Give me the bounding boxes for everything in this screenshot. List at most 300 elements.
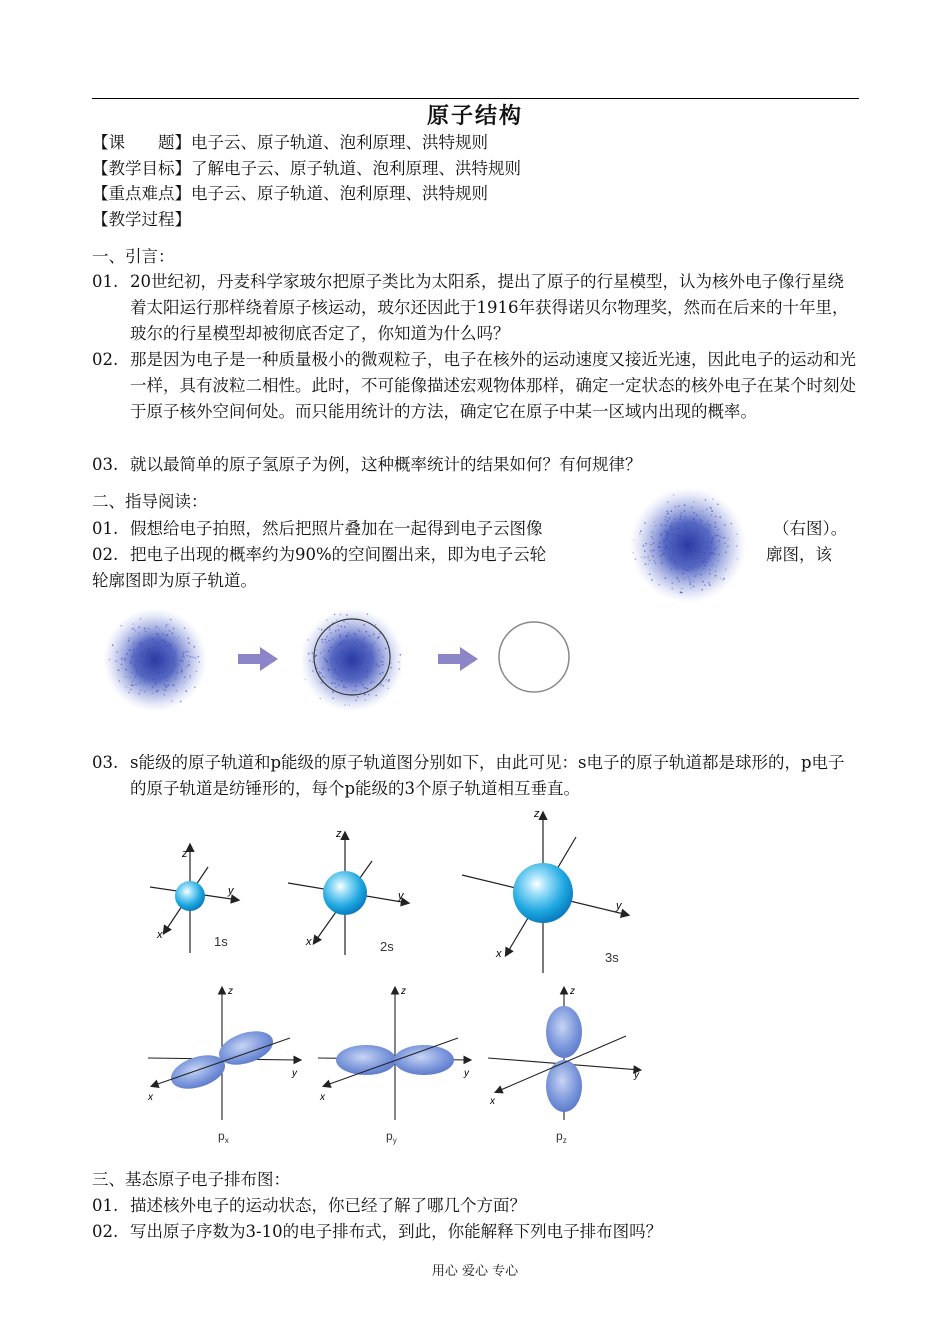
cloud-dot bbox=[323, 650, 325, 652]
cloud-dot bbox=[334, 682, 336, 684]
cloud-dot bbox=[710, 508, 712, 510]
cloud-dot bbox=[650, 544, 652, 546]
cloud-dot bbox=[309, 660, 311, 662]
cloud-dot bbox=[671, 528, 673, 530]
p-orbitals-figure bbox=[140, 980, 650, 1150]
cloud-dot bbox=[133, 642, 135, 644]
cloud-dot bbox=[312, 661, 314, 663]
cloud-dot bbox=[330, 658, 332, 660]
section3-item-2-text: 写出原子序数为3-10的电子排布式，到此，你能解释下列电子排布图吗？ bbox=[130, 1222, 663, 1241]
cloud-dot bbox=[647, 556, 649, 558]
cloud-dot bbox=[719, 544, 721, 546]
cloud-dot bbox=[673, 552, 675, 554]
cloud-dot bbox=[665, 516, 667, 518]
cloud-dot bbox=[691, 549, 693, 551]
cloud-dot bbox=[355, 633, 357, 635]
cloud-dot bbox=[161, 656, 163, 658]
cloud-dot bbox=[332, 638, 334, 640]
cloud-dot bbox=[333, 672, 335, 674]
cloud-dot bbox=[666, 532, 668, 534]
cloud-dot bbox=[125, 676, 127, 678]
cloud-dot bbox=[649, 573, 651, 575]
cloud-dot bbox=[688, 577, 690, 579]
y-axis-label: y bbox=[228, 885, 234, 897]
cloud-dot bbox=[660, 533, 662, 535]
cloud-dot bbox=[701, 589, 703, 591]
cloud-dot bbox=[352, 649, 354, 651]
cloud-dot bbox=[683, 547, 685, 549]
cloud-dot bbox=[169, 644, 171, 646]
cloud-dot bbox=[149, 658, 151, 660]
cloud-dot bbox=[343, 686, 345, 688]
cloud-dot bbox=[321, 639, 323, 641]
cloud-dot bbox=[712, 498, 714, 500]
item-text: 那是因为电子是一种质量极小的微观粒子，电子在核外的运动速度又接近光速，因此电子的运动和光一样，具有波粒二相性。此时，不可能像描述宏观物体那样，确定一定状态的核外电子在某个时刻处于原子核外空间何处。而只能用统计的方法，确定它在原子中某一区域内出现的概率。 bbox=[130, 350, 856, 421]
cloud-dot bbox=[161, 660, 163, 662]
cloud-dot bbox=[334, 678, 336, 680]
cloud-dot bbox=[668, 518, 670, 520]
cloud-dot bbox=[352, 677, 354, 679]
cloud-dot bbox=[142, 655, 144, 657]
cloud-dot bbox=[162, 688, 164, 690]
cloud-dot bbox=[736, 545, 738, 547]
cloud-dot bbox=[684, 578, 686, 580]
cloud-dot bbox=[700, 574, 702, 576]
cloud-dot bbox=[660, 555, 662, 557]
cloud-dot bbox=[183, 657, 185, 659]
cloud-dot bbox=[156, 691, 158, 693]
orbital-label-pz: $p_z$ bbox=[556, 1129, 567, 1145]
cloud-dot bbox=[364, 646, 366, 648]
item-number: 03. bbox=[92, 455, 119, 474]
cloud-dot bbox=[373, 633, 375, 635]
cloud-dot bbox=[347, 622, 349, 624]
cloud-dot bbox=[365, 668, 367, 670]
item-number: 02. bbox=[92, 350, 119, 369]
cloud-dot bbox=[152, 686, 154, 688]
cloud-dot bbox=[124, 660, 126, 662]
orbital-3s bbox=[462, 808, 628, 973]
cloud-dot bbox=[337, 657, 339, 659]
cloud-dot bbox=[196, 671, 198, 673]
cloud-dot bbox=[329, 627, 331, 629]
cloud-dot bbox=[666, 535, 668, 537]
cloud-dot bbox=[188, 661, 190, 663]
cloud-dot bbox=[130, 662, 132, 664]
cloud-dot bbox=[685, 555, 687, 557]
cloud-dot bbox=[715, 549, 717, 551]
cloud-dot bbox=[367, 613, 369, 615]
cloud-dot bbox=[702, 561, 704, 563]
cloud-dot bbox=[158, 628, 160, 630]
y-axis-label: y bbox=[616, 900, 622, 912]
cloud-dot bbox=[192, 657, 194, 659]
cloud-dot bbox=[654, 560, 656, 562]
cloud-dot bbox=[380, 661, 382, 663]
cloud-dot bbox=[343, 640, 345, 642]
cloud-dot bbox=[671, 510, 673, 512]
cloud-dot bbox=[158, 659, 160, 661]
cloud-dot bbox=[129, 649, 131, 651]
cloud-dot bbox=[667, 544, 669, 546]
cloud-dot bbox=[667, 534, 669, 536]
cloud-dot bbox=[697, 573, 699, 575]
cloud-dot bbox=[690, 587, 692, 589]
cloud-dot bbox=[715, 566, 717, 568]
cloud-dot bbox=[132, 684, 134, 686]
electron-cloud bbox=[103, 608, 207, 712]
cloud-dot bbox=[659, 542, 661, 544]
cloud-dot bbox=[677, 535, 679, 537]
cloud-dot bbox=[707, 541, 709, 543]
cloud-dot bbox=[335, 687, 337, 689]
cloud-dot bbox=[715, 526, 717, 528]
cloud-dot bbox=[717, 504, 719, 506]
cloud-dot bbox=[364, 637, 366, 639]
cloud-dot bbox=[112, 644, 114, 646]
cloud-dot bbox=[665, 577, 667, 579]
cloud-dot bbox=[133, 679, 135, 681]
cloud-dot bbox=[715, 522, 717, 524]
cloud-dot bbox=[709, 585, 711, 587]
cloud-dot bbox=[347, 666, 349, 668]
section2-item-2-cont: 轮廓图即为原子轨道。 bbox=[92, 571, 257, 590]
cloud-dot bbox=[684, 545, 686, 547]
cloud-dot bbox=[173, 636, 175, 638]
cloud-dot bbox=[145, 682, 147, 684]
cloud-dot bbox=[175, 664, 177, 666]
cloud-dot bbox=[154, 669, 156, 671]
cloud-dot bbox=[340, 659, 342, 661]
cloud-dot bbox=[684, 549, 686, 551]
orbital-1s bbox=[150, 845, 238, 953]
cloud-dot bbox=[677, 554, 679, 556]
cloud-dot bbox=[661, 559, 663, 561]
cloud-dot bbox=[174, 652, 176, 654]
cloud-dot bbox=[340, 636, 342, 638]
cloud-dot bbox=[186, 651, 188, 653]
cloud-dot bbox=[188, 642, 190, 644]
cloud-dot bbox=[362, 653, 364, 655]
cloud-dot bbox=[172, 670, 174, 672]
cloud-dot bbox=[664, 519, 666, 521]
cloud-dot bbox=[663, 540, 665, 542]
cloud-dot bbox=[348, 675, 350, 677]
cloud-dot bbox=[652, 538, 654, 540]
cloud-dot bbox=[379, 633, 381, 635]
cloud-dot bbox=[678, 505, 680, 507]
cloud-dot bbox=[156, 626, 158, 628]
cloud-dot bbox=[316, 649, 318, 651]
cloud-dot bbox=[682, 573, 684, 575]
cloud-dot bbox=[670, 530, 672, 532]
cloud-dot bbox=[361, 662, 363, 664]
cloud-dot bbox=[131, 681, 133, 683]
cloud-dot bbox=[667, 559, 669, 561]
cloud-dot bbox=[736, 534, 738, 536]
cloud-dot bbox=[175, 678, 177, 680]
orbital-contour bbox=[499, 622, 569, 692]
cloud-dot bbox=[648, 563, 650, 565]
cloud-dot bbox=[341, 651, 343, 653]
topic-line: 【课 题】电子云、原子轨道、泡利原理、洪特规则 bbox=[92, 133, 488, 152]
cloud-dot bbox=[400, 654, 402, 656]
cloud-dot bbox=[145, 631, 147, 633]
cloud-dot bbox=[154, 640, 156, 642]
cloud-dot bbox=[651, 536, 653, 538]
cloud-dot bbox=[158, 672, 160, 674]
cloud-dot bbox=[653, 550, 655, 552]
cloud-dot bbox=[329, 640, 331, 642]
cloud-dot bbox=[328, 669, 330, 671]
cloud-dot bbox=[693, 556, 695, 558]
cloud-dot bbox=[727, 538, 729, 540]
cloud-dot bbox=[344, 671, 346, 673]
cloud-dot bbox=[355, 635, 357, 637]
item-number: 03. bbox=[92, 753, 119, 772]
cloud-dot bbox=[711, 510, 713, 512]
cloud-dot bbox=[366, 676, 368, 678]
cloud-dot bbox=[718, 529, 720, 531]
cloud-dot bbox=[155, 653, 157, 655]
cloud-dot bbox=[679, 548, 681, 550]
cloud-dot bbox=[697, 535, 699, 537]
cloud-dot bbox=[691, 530, 693, 532]
cloud-dot bbox=[719, 517, 721, 519]
orbital-label-1s: 1s bbox=[214, 934, 228, 949]
cloud-dot bbox=[706, 508, 708, 510]
cloud-dot bbox=[120, 625, 122, 627]
cloud-dot bbox=[362, 684, 364, 686]
cloud-dot bbox=[170, 619, 172, 621]
section2-item-1-tail: （右图）。 bbox=[773, 519, 848, 538]
cloud-dot bbox=[353, 633, 355, 635]
cloud-dot bbox=[376, 665, 378, 667]
cloud-dot bbox=[186, 666, 188, 668]
orbital-label-py: $p_y$ bbox=[386, 1129, 397, 1145]
cloud-dot bbox=[360, 662, 362, 664]
cloud-dot bbox=[692, 585, 694, 587]
cloud-dot bbox=[670, 542, 672, 544]
cloud-dot bbox=[184, 627, 186, 629]
cloud-dot bbox=[718, 560, 720, 562]
cloud-dot bbox=[705, 529, 707, 531]
cloud-dot bbox=[379, 673, 381, 675]
cloud-dot bbox=[684, 504, 686, 506]
cloud-dot bbox=[693, 501, 695, 503]
cloud-dot bbox=[669, 549, 671, 551]
cloud-dot bbox=[704, 552, 706, 554]
cloud-dot bbox=[148, 628, 150, 630]
cloud-dot bbox=[157, 643, 159, 645]
cloud-dot bbox=[722, 579, 724, 581]
cloud-dot bbox=[338, 629, 340, 631]
cloud-dot bbox=[632, 552, 634, 554]
cloud-dot bbox=[691, 567, 693, 569]
cloud-dot bbox=[365, 687, 367, 689]
cloud-dot bbox=[137, 661, 139, 663]
cloud-dot bbox=[343, 621, 345, 623]
cloud-dot bbox=[139, 655, 141, 657]
cloud-dot bbox=[150, 652, 152, 654]
cloud-dot bbox=[388, 680, 390, 682]
section3-item-1-text: 描述核外电子的运动状态，你已经了解了哪几个方面？ bbox=[130, 1196, 526, 1215]
arrow-icon bbox=[438, 647, 478, 671]
cloud-dot bbox=[385, 648, 387, 650]
cloud-dot bbox=[343, 685, 345, 687]
cloud-dot bbox=[719, 536, 721, 538]
cloud-dot bbox=[686, 529, 688, 531]
x-axis-label: x bbox=[496, 948, 502, 960]
cloud-dot bbox=[355, 700, 357, 702]
cloud-dot bbox=[689, 566, 691, 568]
cloud-dot bbox=[150, 669, 152, 671]
cloud-dot bbox=[320, 652, 322, 654]
cloud-dot bbox=[378, 636, 380, 638]
cloud-dot bbox=[148, 648, 150, 650]
cloud-dot bbox=[163, 670, 165, 672]
cloud-dot bbox=[140, 651, 142, 653]
cloud-dot bbox=[684, 567, 686, 569]
cloud-dot bbox=[156, 678, 158, 680]
cloud-dot bbox=[324, 677, 326, 679]
cloud-dot bbox=[321, 668, 323, 670]
cloud-dot bbox=[332, 698, 334, 700]
cloud-dot bbox=[347, 671, 349, 673]
cloud-dot bbox=[181, 671, 183, 673]
cloud-dot bbox=[324, 639, 326, 641]
cloud-dot bbox=[380, 683, 382, 685]
cloud-dot bbox=[703, 568, 705, 570]
cloud-dot bbox=[355, 690, 357, 692]
cloud-dot bbox=[142, 652, 144, 654]
cloud-dot bbox=[167, 624, 169, 626]
section2-item-1-text: 假想给电子拍照，然后把照片叠加在一起得到电子云图像 bbox=[130, 519, 543, 538]
cloud-dot bbox=[704, 564, 706, 566]
cloud-dot bbox=[347, 632, 349, 634]
cloud-dot bbox=[366, 631, 368, 633]
cloud-dot bbox=[184, 651, 186, 653]
cloud-dot bbox=[367, 688, 369, 690]
x-axis-label: x bbox=[490, 1096, 495, 1107]
cloud-dot bbox=[727, 546, 729, 548]
cloud-dot bbox=[109, 659, 111, 661]
cloud-dot bbox=[667, 520, 669, 522]
cloud-dot bbox=[363, 624, 365, 626]
cloud-dot bbox=[165, 666, 167, 668]
cloud-dot bbox=[693, 518, 695, 520]
cloud-dot bbox=[316, 667, 318, 669]
cloud-dot bbox=[363, 653, 365, 655]
cloud-dot bbox=[326, 619, 328, 621]
cloud-dot bbox=[322, 676, 324, 678]
cloud-dot bbox=[678, 545, 680, 547]
cloud-dot bbox=[697, 558, 699, 560]
cloud-dot bbox=[128, 640, 130, 642]
cloud-dot bbox=[172, 632, 174, 634]
cloud-dot bbox=[691, 507, 693, 509]
item-text: s能级的原子轨道和p能级的原子轨道图分别如下，由此可见：s电子的原子轨道都是球形的，p电子的原子轨道是纺锤形的，每个p能级的3个原子轨道相互垂直。 bbox=[130, 753, 845, 798]
cloud-dot bbox=[644, 550, 646, 552]
cloud-dot bbox=[159, 646, 161, 648]
cloud-dot bbox=[673, 494, 675, 496]
cloud-dot bbox=[319, 672, 321, 674]
section1-item-1 bbox=[92, 269, 860, 347]
cloud-dot bbox=[330, 647, 332, 649]
cloud-dot bbox=[131, 672, 133, 674]
focus-line: 【重点难点】电子云、原子轨道、泡利原理、洪特规则 bbox=[92, 184, 488, 203]
cloud-dot bbox=[157, 690, 159, 692]
cloud-dot bbox=[343, 659, 345, 661]
cloud-dot bbox=[678, 558, 680, 560]
cloud-dot bbox=[359, 630, 361, 632]
cloud-dot bbox=[653, 542, 655, 544]
cloud-dot bbox=[691, 539, 693, 541]
cloud-dot bbox=[709, 527, 711, 529]
cloud-dot bbox=[136, 658, 138, 660]
cloud-dot bbox=[140, 670, 142, 672]
cloud-dot bbox=[665, 530, 667, 532]
cloud-dot bbox=[644, 557, 646, 559]
cloud-dot bbox=[689, 579, 691, 581]
cloud-dot bbox=[305, 679, 307, 681]
cloud-dot bbox=[681, 542, 683, 544]
cloud-dot bbox=[678, 578, 680, 580]
cloud-dot bbox=[706, 523, 708, 525]
section3-item-2-num: 02. bbox=[92, 1222, 119, 1241]
cloud-dot bbox=[341, 642, 343, 644]
cloud-dot bbox=[171, 700, 173, 702]
cloud-dot bbox=[678, 580, 680, 582]
cloud-dot bbox=[143, 666, 145, 668]
cloud-dot bbox=[360, 660, 362, 662]
cloud-dot bbox=[708, 520, 710, 522]
cloud-dot bbox=[187, 665, 189, 667]
cloud-dot bbox=[705, 561, 707, 563]
cloud-dot bbox=[371, 680, 373, 682]
cloud-dot bbox=[173, 659, 175, 661]
cloud-dot bbox=[340, 614, 342, 616]
y-axis-label: y bbox=[398, 890, 404, 902]
cloud-dot bbox=[163, 659, 165, 661]
cloud-dot bbox=[312, 652, 314, 654]
cloud-dot bbox=[336, 660, 338, 662]
cloud-dot bbox=[712, 538, 714, 540]
cloud-dot bbox=[655, 525, 657, 527]
cloud-dot bbox=[186, 690, 188, 692]
z-axis-label: z bbox=[534, 808, 540, 820]
cloud-dot bbox=[138, 633, 140, 635]
cloud-dot bbox=[339, 668, 341, 670]
cloud-dot bbox=[654, 521, 656, 523]
cloud-dot bbox=[135, 684, 137, 686]
cloud-dot bbox=[718, 554, 720, 556]
cloud-dot bbox=[680, 515, 682, 517]
cloud-dot bbox=[312, 670, 314, 672]
cloud-dot bbox=[649, 560, 651, 562]
cloud-dot bbox=[155, 683, 157, 685]
y-axis-label: y bbox=[292, 1068, 297, 1079]
cloud-dot bbox=[673, 528, 675, 530]
cloud-dot bbox=[709, 552, 711, 554]
cloud-dot bbox=[337, 679, 339, 681]
cloud-dot bbox=[701, 551, 703, 553]
cloud-dot bbox=[378, 650, 380, 652]
cloud-dot bbox=[355, 685, 357, 687]
cloud-dot bbox=[667, 513, 669, 515]
cloud-dot bbox=[690, 544, 692, 546]
cloud-dot bbox=[635, 558, 637, 560]
